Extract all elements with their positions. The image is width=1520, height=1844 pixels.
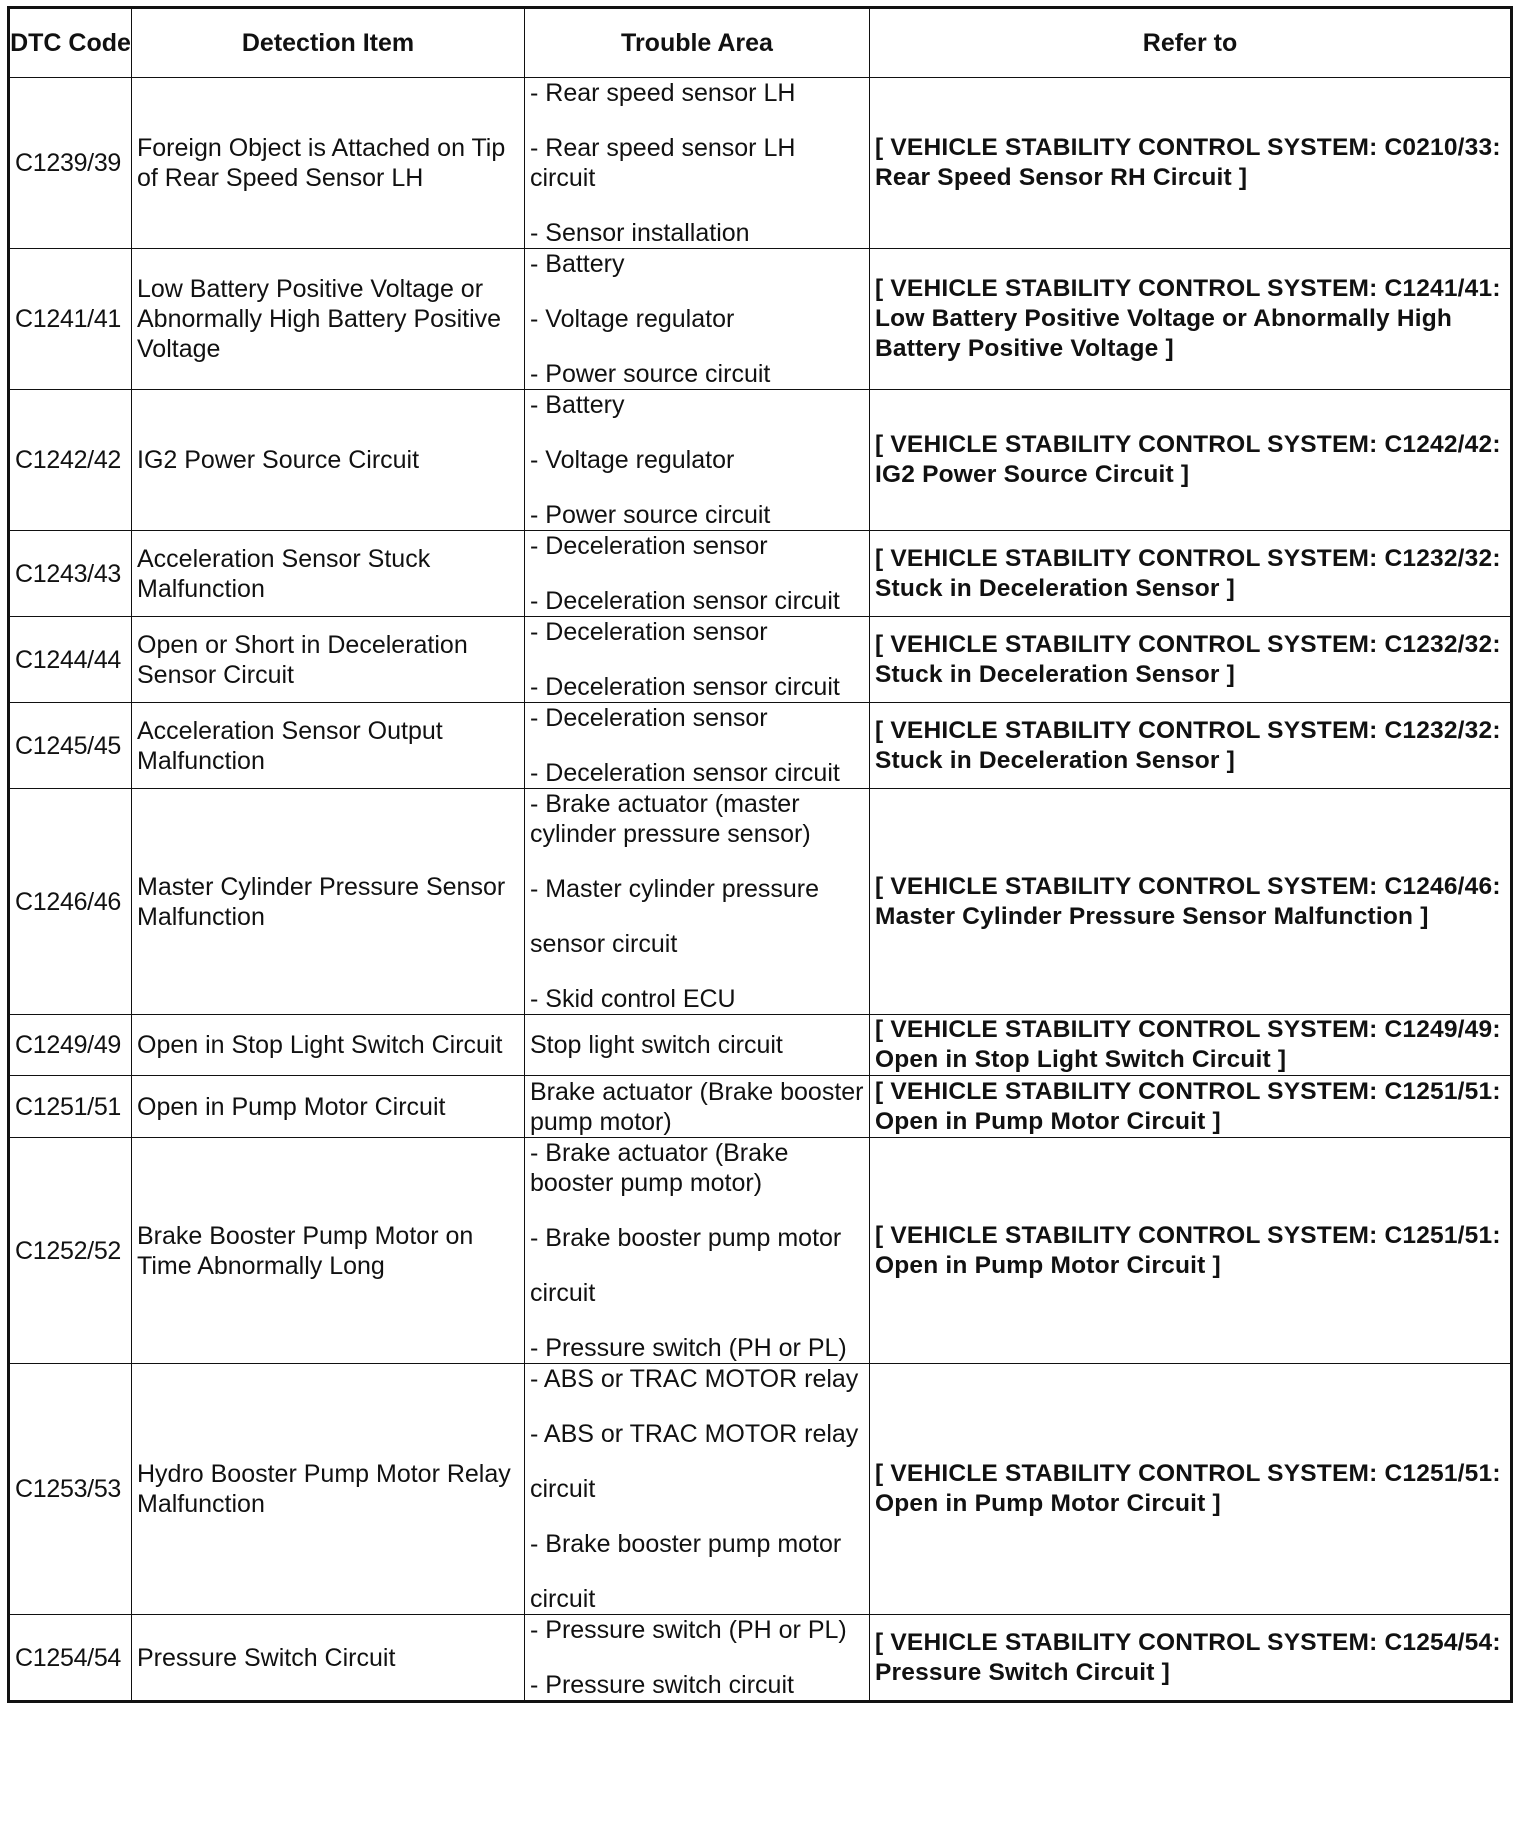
detection-item-cell: Acceleration Sensor Stuck Malfunction	[132, 531, 525, 617]
dtc-code-cell: C1254/54	[9, 1615, 132, 1702]
trouble-area-list	[530, 1138, 864, 1363]
dtc-code-cell: C1245/45	[9, 703, 132, 789]
trouble-area-spacer	[530, 108, 864, 133]
trouble-area-line: - Voltage regulator	[530, 305, 735, 333]
trouble-area-cell	[525, 531, 870, 617]
header-dtc-code: DTC Code	[9, 8, 132, 78]
trouble-area-cell	[525, 789, 870, 1015]
table-row	[9, 1138, 1512, 1364]
header-detection-item: Detection Item	[132, 8, 525, 78]
trouble-area-spacer	[530, 475, 864, 500]
detection-item-cell: Master Cylinder Pressure Sensor Malfunction	[132, 789, 525, 1015]
trouble-area-list	[530, 617, 864, 702]
trouble-area-line: circuit	[530, 164, 596, 192]
trouble-area-spacer	[530, 959, 864, 984]
trouble-area-spacer	[530, 561, 864, 586]
table-row	[9, 617, 1512, 703]
trouble-area-cell	[525, 1015, 870, 1076]
trouble-area-spacer	[530, 849, 864, 874]
refer-to-cell: [ VEHICLE STABILITY CONTROL SYSTEM: C1242/42: IG2 Power Source Circuit ]	[870, 390, 1512, 531]
trouble-area-spacer	[530, 193, 864, 218]
dtc-code-cell: C1253/53	[9, 1364, 132, 1615]
trouble-area-line: - Sensor installation	[530, 219, 750, 247]
trouble-area-line: - Battery	[530, 250, 625, 278]
trouble-area-list	[530, 390, 864, 530]
dtc-code-cell: C1239/39	[9, 78, 132, 249]
refer-to-cell: [ VEHICLE STABILITY CONTROL SYSTEM: C1254/54: Pressure Switch Circuit ]	[870, 1615, 1512, 1702]
table-header-row	[9, 8, 1512, 78]
refer-to-cell: [ VEHICLE STABILITY CONTROL SYSTEM: C1246/46: Master Cylinder Pressure Sensor Malfunction ]	[870, 789, 1512, 1015]
trouble-area-spacer	[530, 1308, 864, 1333]
trouble-area-list	[530, 1364, 864, 1614]
trouble-area-line: cylinder pressure sensor)	[530, 820, 811, 848]
trouble-area-cell	[525, 78, 870, 249]
trouble-area-line: - Brake booster pump motor	[530, 1530, 842, 1558]
table-row	[9, 703, 1512, 789]
trouble-area-line: - Deceleration sensor circuit	[530, 759, 840, 787]
dtc-code-cell: C1242/42	[9, 390, 132, 531]
trouble-area-line: - Master cylinder pressure	[530, 875, 819, 903]
trouble-area-line: - Deceleration sensor	[530, 618, 768, 646]
refer-to-cell: [ VEHICLE STABILITY CONTROL SYSTEM: C1232/32: Stuck in Deceleration Sensor ]	[870, 617, 1512, 703]
trouble-area-line: Brake actuator (Brake booster	[530, 1077, 864, 1106]
trouble-area-line: circuit	[530, 1585, 596, 1613]
trouble-area-cell	[525, 617, 870, 703]
table-row	[9, 1015, 1512, 1076]
detection-item-cell: Low Battery Positive Voltage or Abnormally High Battery Positive Voltage	[132, 249, 525, 390]
trouble-area-list	[530, 1030, 864, 1060]
trouble-area-line: - Deceleration sensor circuit	[530, 587, 840, 615]
detection-item-cell: Foreign Object is Attached on Tip of Rear Speed Sensor LH	[132, 78, 525, 249]
detection-item-cell: Open or Short in Deceleration Sensor Circuit	[132, 617, 525, 703]
trouble-area-spacer	[530, 1449, 864, 1474]
trouble-area-line: - ABS or TRAC MOTOR relay	[530, 1365, 859, 1393]
header-trouble-area: Trouble Area	[525, 8, 870, 78]
trouble-area-list	[530, 249, 864, 389]
detection-item-cell: Hydro Booster Pump Motor Relay Malfunction	[132, 1364, 525, 1615]
dtc-code-cell: C1243/43	[9, 531, 132, 617]
trouble-area-spacer	[530, 1559, 864, 1584]
dtc-code-cell: C1246/46	[9, 789, 132, 1015]
trouble-area-spacer	[530, 420, 864, 445]
trouble-area-spacer	[530, 647, 864, 672]
trouble-area-line: sensor circuit	[530, 930, 678, 958]
dtc-code-cell: C1252/52	[9, 1138, 132, 1364]
table-body	[9, 78, 1512, 1702]
refer-to-cell: [ VEHICLE STABILITY CONTROL SYSTEM: C1249/49: Open in Stop Light Switch Circuit ]	[870, 1015, 1512, 1076]
header-refer-to: Refer to	[870, 8, 1512, 78]
trouble-area-cell	[525, 249, 870, 390]
trouble-area-spacer	[530, 904, 864, 929]
refer-to-cell: [ VEHICLE STABILITY CONTROL SYSTEM: C1251/51: Open in Pump Motor Circuit ]	[870, 1076, 1512, 1138]
dtc-code-cell: C1241/41	[9, 249, 132, 390]
trouble-area-line: - Pressure switch (PH or PL)	[530, 1616, 847, 1644]
refer-to-cell: [ VEHICLE STABILITY CONTROL SYSTEM: C1241/41: Low Battery Positive Voltage or Abnormally High Battery Positive Voltage ]	[870, 249, 1512, 390]
trouble-area-spacer	[530, 334, 864, 359]
trouble-area-line: - Pressure switch circuit	[530, 1671, 794, 1699]
dtc-code-cell: C1244/44	[9, 617, 132, 703]
dtc-code-cell: C1251/51	[9, 1076, 132, 1138]
detection-item-cell: Pressure Switch Circuit	[132, 1615, 525, 1702]
trouble-area-line: - Pressure switch (PH or PL)	[530, 1334, 847, 1362]
trouble-area-cell	[525, 1138, 870, 1364]
trouble-area-line: - Brake actuator (Brake	[530, 1139, 789, 1167]
trouble-area-line: - Skid control ECU	[530, 985, 736, 1013]
refer-to-cell: [ VEHICLE STABILITY CONTROL SYSTEM: C1251/51: Open in Pump Motor Circuit ]	[870, 1364, 1512, 1615]
trouble-area-line: booster pump motor)	[530, 1169, 763, 1197]
trouble-area-line: pump motor)	[530, 1107, 672, 1136]
trouble-area-line: - Deceleration sensor circuit	[530, 673, 840, 701]
table-row	[9, 1364, 1512, 1615]
table-row	[9, 1615, 1512, 1702]
trouble-area-line: circuit	[530, 1279, 596, 1307]
trouble-area-line: - Deceleration sensor	[530, 532, 768, 560]
trouble-area-list	[530, 789, 864, 1014]
trouble-area-spacer	[530, 1394, 864, 1419]
trouble-area-spacer	[530, 1645, 864, 1670]
dtc-table	[7, 6, 1513, 1703]
table-row	[9, 390, 1512, 531]
trouble-area-spacer	[530, 279, 864, 304]
trouble-area-spacer	[530, 733, 864, 758]
table-row	[9, 78, 1512, 249]
trouble-area-line: - Deceleration sensor	[530, 704, 768, 732]
trouble-area-line: - Battery	[530, 391, 625, 419]
trouble-area-line: - Rear speed sensor LH	[530, 134, 796, 162]
trouble-area-list	[530, 1615, 864, 1700]
refer-to-cell: [ VEHICLE STABILITY CONTROL SYSTEM: C1232/32: Stuck in Deceleration Sensor ]	[870, 531, 1512, 617]
trouble-area-spacer	[530, 1253, 864, 1278]
trouble-area-cell	[525, 1076, 870, 1138]
trouble-area-line: - Brake booster pump motor	[530, 1224, 842, 1252]
trouble-area-spacer	[530, 1198, 864, 1223]
refer-to-cell: [ VEHICLE STABILITY CONTROL SYSTEM: C0210/33: Rear Speed Sensor RH Circuit ]	[870, 78, 1512, 249]
trouble-area-list	[530, 703, 864, 788]
trouble-area-cell	[525, 1615, 870, 1702]
table-row	[9, 249, 1512, 390]
detection-item-cell: Open in Pump Motor Circuit	[132, 1076, 525, 1138]
trouble-area-line: - Voltage regulator	[530, 446, 735, 474]
trouble-area-cell	[525, 703, 870, 789]
trouble-area-list	[530, 1077, 864, 1137]
trouble-area-cell	[525, 390, 870, 531]
detection-item-cell: IG2 Power Source Circuit	[132, 390, 525, 531]
refer-to-cell: [ VEHICLE STABILITY CONTROL SYSTEM: C1251/51: Open in Pump Motor Circuit ]	[870, 1138, 1512, 1364]
trouble-area-line: - Rear speed sensor LH	[530, 79, 796, 107]
detection-item-cell: Acceleration Sensor Output Malfunction	[132, 703, 525, 789]
trouble-area-line: Stop light switch circuit	[530, 1031, 783, 1059]
detection-item-cell: Brake Booster Pump Motor on Time Abnormally Long	[132, 1138, 525, 1364]
trouble-area-line: - Power source circuit	[530, 501, 771, 529]
trouble-area-line: - ABS or TRAC MOTOR relay	[530, 1420, 859, 1448]
trouble-area-line: circuit	[530, 1475, 596, 1503]
dtc-code-cell: C1249/49	[9, 1015, 132, 1076]
trouble-area-spacer	[530, 1504, 864, 1529]
table-row	[9, 789, 1512, 1015]
detection-item-cell: Open in Stop Light Switch Circuit	[132, 1015, 525, 1076]
trouble-area-list	[530, 531, 864, 616]
table-row	[9, 1076, 1512, 1138]
trouble-area-list	[530, 78, 864, 248]
refer-to-cell: [ VEHICLE STABILITY CONTROL SYSTEM: C1232/32: Stuck in Deceleration Sensor ]	[870, 703, 1512, 789]
trouble-area-line: - Brake actuator (master	[530, 790, 800, 818]
trouble-area-line: - Power source circuit	[530, 360, 771, 388]
table-row	[9, 531, 1512, 617]
trouble-area-cell	[525, 1364, 870, 1615]
